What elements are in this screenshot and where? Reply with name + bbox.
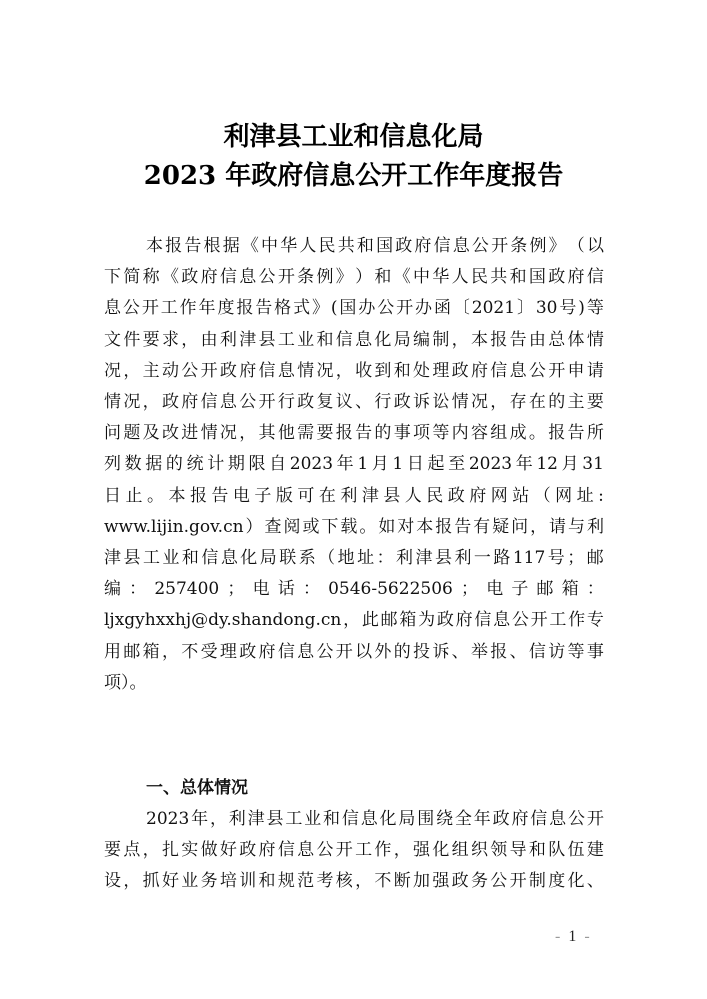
text-line: 用 邮 箱 ， 不 受 理 政 府 信 息 公 开 以 外 的 投 诉 、 举 报 、 信 访 等 事 [104, 641, 604, 662]
text-line: 要 点 ， 扎 实 做 好 政 府 信 息 公 开 工 作 ， 强 化 组 织 领 导 和 队 伍 建 [104, 840, 604, 861]
page-dash-right: - [584, 928, 590, 945]
text-line: 况 ， 主 动 公 开 政 府 信 息 情 况 ， 收 到 和 处 理 政 府 信 息 公 开 申 请 [104, 360, 604, 381]
text-line: ljxgyhxxhj@dy.shandong.cn ， 此 邮 箱 为 政 府 信 息 公 开 工 作 专 [104, 610, 604, 631]
text-line: 津 县 工 业 和 信 息 化 局 联 系 （ 地 址 ： 利 津 县 利 一 路 117 号 ； 邮 [104, 548, 604, 568]
text-line: 本 报 告 根 据 《 中 华 人 民 共 和 国 政 府 信 息 公 开 条 例 》 （ 以 [146, 236, 604, 256]
text-line: 项）。 [104, 672, 147, 693]
text-line: 问 题 及 改 进 情 况 ， 其 他 需 要 报 告 的 事 项 等 内 容 组 成 。 报 告 所 [104, 423, 604, 444]
text-line: 2023 年 ， 利 津 县 工 业 和 信 息 化 局 围 绕 全 年 政 府 信 息 公 开 [146, 809, 604, 829]
text-line: 设 ， 抓 好 业 务 培 训 和 规 范 考 核 ， 不 断 加 强 政 务 公 开 制 度 化 、 [104, 871, 604, 892]
text-line: 日 止 。 本 报 告 电 子 版 可 在 利 津 县 人 民 政 府 网 站 （ 网 址 : [104, 485, 604, 506]
text-line: 下 简 称 《 政 府 信 息 公 开 条 例 》 ） 和 《 中 华 人 民 共 和 国 政 府 信 [104, 267, 604, 288]
document-title-line1: 利津县工业和信息化局 [223, 122, 484, 152]
page-dash-left: - [555, 928, 561, 945]
document-title-line2: 2023 年政府信息公开工作年度报告 [143, 161, 564, 191]
section-heading-overview: 一、总体情况 [146, 778, 248, 798]
text-line: 息 公 开 工 作 年 度 报 告 格 式 》 ( 国 办 公 开 办 函 〔 2021 〕 30 号 ) 等 [104, 298, 604, 319]
text-line: www.lijin.gov.cn ） 查 阅 或 下 载 。 如 对 本 报 告 有 疑 问 ， 请 与 利 [104, 516, 604, 537]
text-line: 文 件 要 求 ， 由 利 津 县 工 业 和 信 息 化 局 编 制 ， 本 报 告 由 总 体 情 [104, 329, 604, 350]
text-line: 编 ： 257400 ； 电 话 ： 0546-5622506 ； 电 子 邮 箱 ： [104, 579, 604, 600]
page-number [555, 928, 590, 946]
page-number-value: 1 [568, 928, 577, 945]
text-line: 情 况 ， 政 府 信 息 公 开 行 政 复 议 、 行 政 诉 讼 情 况 ， 存 在 的 主 要 [104, 392, 604, 412]
text-line: 列 数 据 的 统 计 期 限 自 2023 年 1 月 1 日 起 至 2023 年 12 月 31 [104, 454, 604, 475]
